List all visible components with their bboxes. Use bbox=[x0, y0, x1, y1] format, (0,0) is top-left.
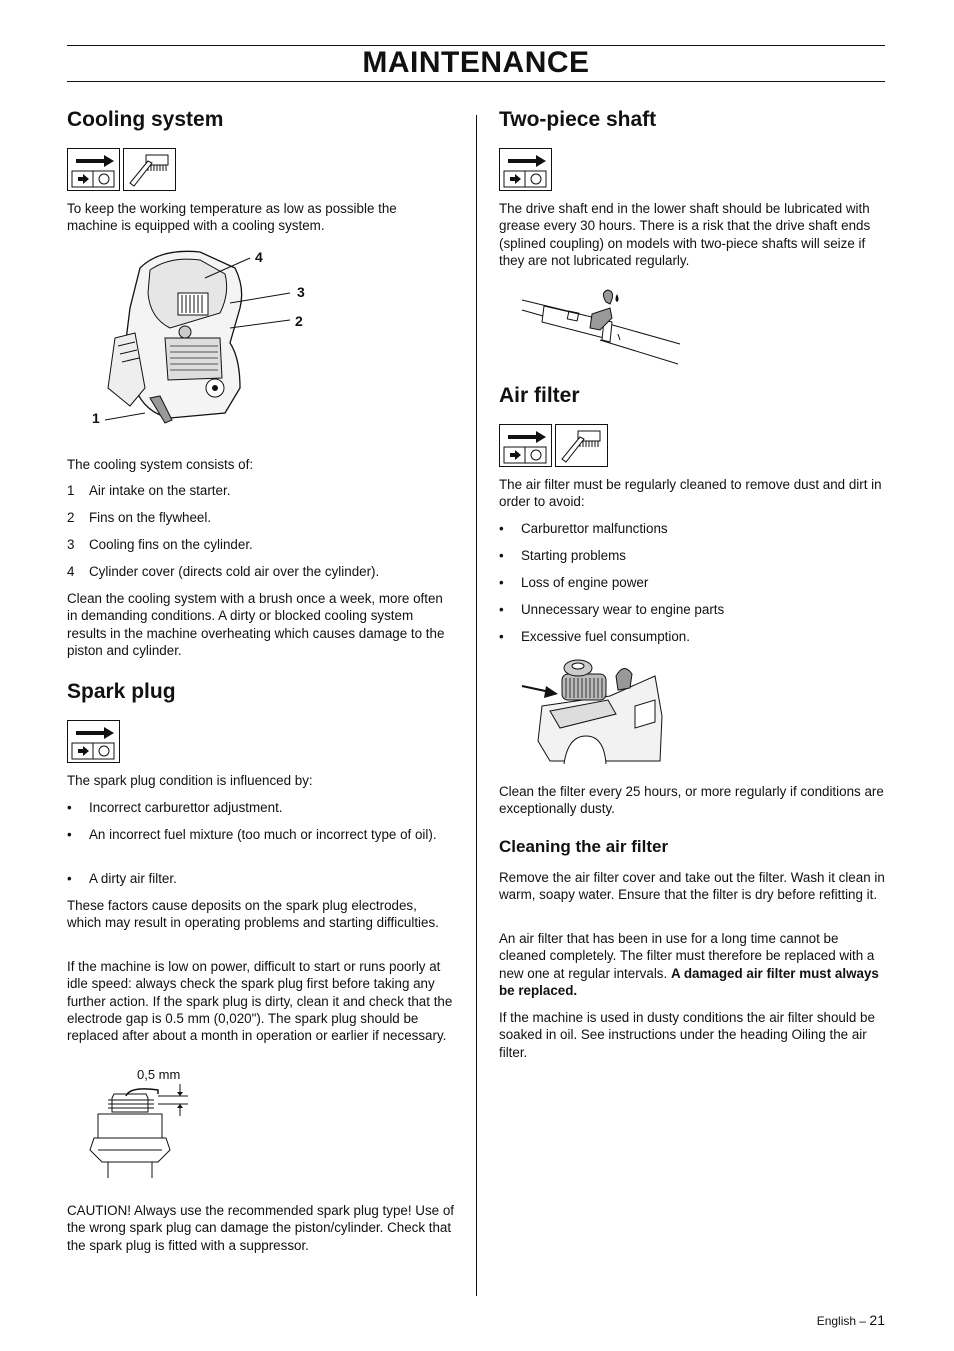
bullet-text: Loss of engine power bbox=[521, 575, 649, 590]
list-item bbox=[67, 482, 447, 500]
bullet-text: Unnecessary wear to engine parts bbox=[521, 602, 725, 617]
spark-symbols bbox=[67, 720, 120, 763]
bullet-item bbox=[499, 547, 879, 565]
list-item bbox=[67, 509, 447, 527]
list-number: 2 bbox=[67, 510, 75, 525]
cooling-heading: Cooling system bbox=[67, 108, 224, 131]
arrow-manual-icon bbox=[499, 424, 552, 467]
bullet: • bbox=[499, 629, 504, 644]
list-item bbox=[67, 536, 447, 554]
gap-label: 0,5 mm bbox=[137, 1067, 181, 1082]
bullet-text: An incorrect fuel mixture (too much or incorrect type of oil). bbox=[89, 827, 437, 842]
cooling-clean: Clean the cooling system with a brush once a week, more often in demanding conditions. A dirty or blocked cooling system results in the machine overheating which causes damage to the piston and cylinder. bbox=[67, 591, 445, 658]
list-item bbox=[67, 563, 447, 581]
footer-language: English bbox=[816, 1314, 857, 1328]
spark-caution: CAUTION! Always use the recommended spark plug type! Use of the wrong spark plug can damage the piston/cylinder. Check that the spark plug is fitted with a suppressor. bbox=[67, 1203, 455, 1253]
list-text: Fins on the flywheel. bbox=[89, 510, 212, 525]
airfilter-symbols bbox=[499, 424, 608, 467]
spark-heading: Spark plug bbox=[67, 680, 176, 703]
bullet-text: Excessive fuel consumption. bbox=[521, 629, 690, 644]
figure-label-1: 1 bbox=[92, 410, 100, 426]
airfilter-interval: Clean the filter every 25 hours, or more regularly if conditions are exceptionally dusty. bbox=[499, 784, 884, 817]
spark-plug-gap-figure bbox=[88, 1066, 208, 1186]
airfilter-cleaning: Remove the air filter cover and take out the filter. Wash it clean in warm, soapy water. Ensure that the filter is dry before refitting it. bbox=[499, 870, 885, 903]
bullet-item bbox=[67, 826, 447, 862]
page-footer bbox=[817, 1312, 885, 1328]
bullet: • bbox=[499, 602, 504, 617]
airfilter-warning: A damaged air filter must always be replaced. bbox=[499, 965, 879, 998]
bullet: • bbox=[67, 871, 72, 886]
spark-intro: The spark plug condition is influenced by: bbox=[67, 773, 313, 788]
spark-factors: These factors cause deposits on the spark plug electrodes, which may result in operating problems and starting difficulties. bbox=[67, 898, 439, 931]
shaft-lubrication-figure bbox=[520, 282, 690, 372]
bullet-item bbox=[499, 520, 879, 538]
brush-icon bbox=[555, 424, 608, 467]
arrow-manual-icon bbox=[67, 720, 120, 763]
cooling-symbols bbox=[67, 148, 176, 191]
bullet: • bbox=[67, 800, 72, 815]
figure-label-3: 3 bbox=[297, 284, 305, 300]
bullet-item bbox=[67, 799, 447, 817]
bullet-item bbox=[499, 601, 879, 619]
list-text: Cooling fins on the cylinder. bbox=[89, 537, 253, 552]
list-number: 1 bbox=[67, 483, 75, 498]
cooling-consists: The cooling system consists of: bbox=[67, 457, 254, 472]
cleaning-heading: Cleaning the air filter bbox=[499, 837, 669, 856]
airfilter-old-filter-text: An air filter that has been in use for a long time cannot be cleaned completely. The filter must therefore be replaced with a new one at regular intervals. bbox=[499, 931, 875, 981]
air-filter-figure bbox=[520, 656, 665, 764]
bullet: • bbox=[67, 827, 72, 842]
bullet-text: Carburettor malfunctions bbox=[521, 521, 668, 536]
cooling-system-figure bbox=[90, 238, 320, 438]
shaft-text: The drive shaft end in the lower shaft should be lubricated with grease every 30 hours. There is a risk that the drive shaft ends (splined coupling) on models with two-piece shafts will seize if they are not lubricated regularly. bbox=[499, 201, 871, 268]
bullet: • bbox=[499, 521, 504, 536]
list-number: 3 bbox=[67, 537, 75, 552]
bullet-item bbox=[67, 870, 447, 888]
brush-icon bbox=[123, 148, 176, 191]
airfilter-intro: The air filter must be regularly cleaned to remove dust and dirt in order to avoid: bbox=[499, 477, 882, 510]
bullet-text: A dirty air filter. bbox=[89, 871, 177, 886]
bullet-item bbox=[499, 574, 879, 592]
bullet-text: Incorrect carburettor adjustment. bbox=[89, 800, 283, 815]
shaft-symbols bbox=[499, 148, 552, 191]
header-bottom-rule bbox=[67, 81, 885, 82]
shaft-heading: Two-piece shaft bbox=[499, 108, 657, 131]
cooling-intro: To keep the working temperature as low as possible the machine is equipped with a cooling system. bbox=[67, 201, 397, 234]
arrow-manual-icon bbox=[499, 148, 552, 191]
arrow-manual-icon bbox=[67, 148, 120, 191]
bullet: • bbox=[499, 548, 504, 563]
column-divider bbox=[476, 115, 477, 1296]
bullet-text: Starting problems bbox=[521, 548, 626, 563]
list-number: 4 bbox=[67, 564, 75, 579]
list-text: Cylinder cover (directs cold air over the cylinder). bbox=[89, 564, 380, 579]
airfilter-old-filter bbox=[499, 930, 887, 999]
footer-dash: – bbox=[859, 1314, 867, 1328]
figure-label-4: 4 bbox=[255, 249, 263, 265]
page-number: 21 bbox=[869, 1312, 885, 1328]
bullet-item bbox=[499, 628, 879, 646]
figure-label-2: 2 bbox=[295, 313, 303, 329]
airfilter-heading: Air filter bbox=[499, 384, 580, 407]
spark-low-power: If the machine is low on power, difficult to start or runs poorly at idle speed: always check the spark plug first before taking any further action. If the spark plug is dirty, clean it and check that the electrode gap is 0.5 mm (0,020"). The spark plug should be replaced after about a month in operation or earlier if necessary. bbox=[67, 959, 453, 1044]
list-text: Air intake on the starter. bbox=[89, 483, 231, 498]
airfilter-dusty: If the machine is used in dusty conditions the air filter should be soaked in oil. See instructions under the heading Oiling the air filter. bbox=[499, 1010, 875, 1060]
bullet: • bbox=[499, 575, 504, 590]
page-title: MAINTENANCE bbox=[362, 46, 590, 79]
